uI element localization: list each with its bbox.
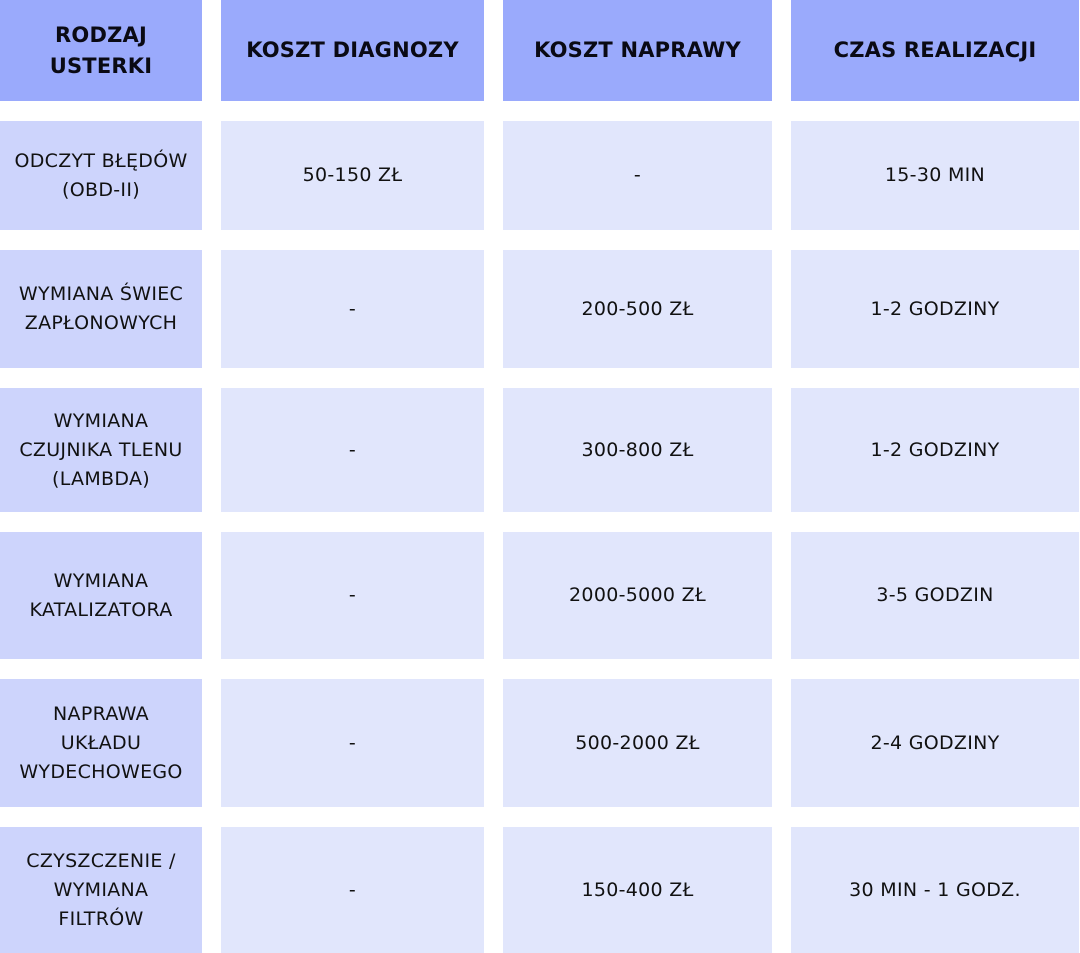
header-duration-label: CZAS REALIZACJI — [833, 38, 1037, 62]
row-3-diagnosis-cost: - — [221, 388, 484, 512]
header-diagnosis-cost-label: KOSZT DIAGNOZY — [246, 38, 459, 62]
header-fault-type-label: RODZAJ USTERKI — [49, 22, 153, 78]
header-repair-cost — [503, 0, 772, 101]
row-3-fault-type: WYMIANA CZUJNIKA TLENU (LAMBDA) — [0, 388, 202, 512]
row-5-diagnosis-cost: - — [221, 679, 484, 807]
row-6-fault-type: CZYSZCZENIE / WYMIANA FILTRÓW — [0, 827, 202, 953]
header-duration — [791, 0, 1079, 101]
row-4-diagnosis-cost: - — [221, 532, 484, 659]
header-fault-type — [0, 0, 202, 101]
row-2-duration: 1-2 GODZINY — [791, 250, 1079, 368]
row-4-duration: 3-5 GODZIN — [791, 532, 1079, 659]
row-4-repair-cost: 2000-5000 ZŁ — [503, 532, 772, 659]
row-1-diagnosis-cost: 50-150 ZŁ — [221, 121, 484, 230]
row-5-fault-type: NAPRAWA UKŁADU WYDECHOWEGO — [0, 679, 202, 807]
row-3-duration: 1-2 GODZINY — [791, 388, 1079, 512]
row-2-fault-type: WYMIANA ŚWIEC ZAPŁONOWYCH — [0, 250, 202, 368]
row-1-duration: 15-30 MIN — [791, 121, 1079, 230]
row-4-fault-type: WYMIANA KATALIZATORA — [0, 532, 202, 659]
row-2-diagnosis-cost: - — [221, 250, 484, 368]
row-1-fault-type: ODCZYT BŁĘDÓW (OBD-II) — [0, 121, 202, 230]
row-2-repair-cost: 200-500 ZŁ — [503, 250, 772, 368]
row-6-duration: 30 MIN - 1 GODZ. — [791, 827, 1079, 953]
row-3-repair-cost: 300-800 ZŁ — [503, 388, 772, 512]
row-1-repair-cost: - — [503, 121, 772, 230]
row-6-repair-cost: 150-400 ZŁ — [503, 827, 772, 953]
row-5-duration: 2-4 GODZINY — [791, 679, 1079, 807]
header-diagnosis-cost — [221, 0, 484, 101]
row-6-diagnosis-cost: - — [221, 827, 484, 953]
row-5-repair-cost: 500-2000 ZŁ — [503, 679, 772, 807]
header-repair-cost-label: KOSZT NAPRAWY — [534, 38, 741, 62]
